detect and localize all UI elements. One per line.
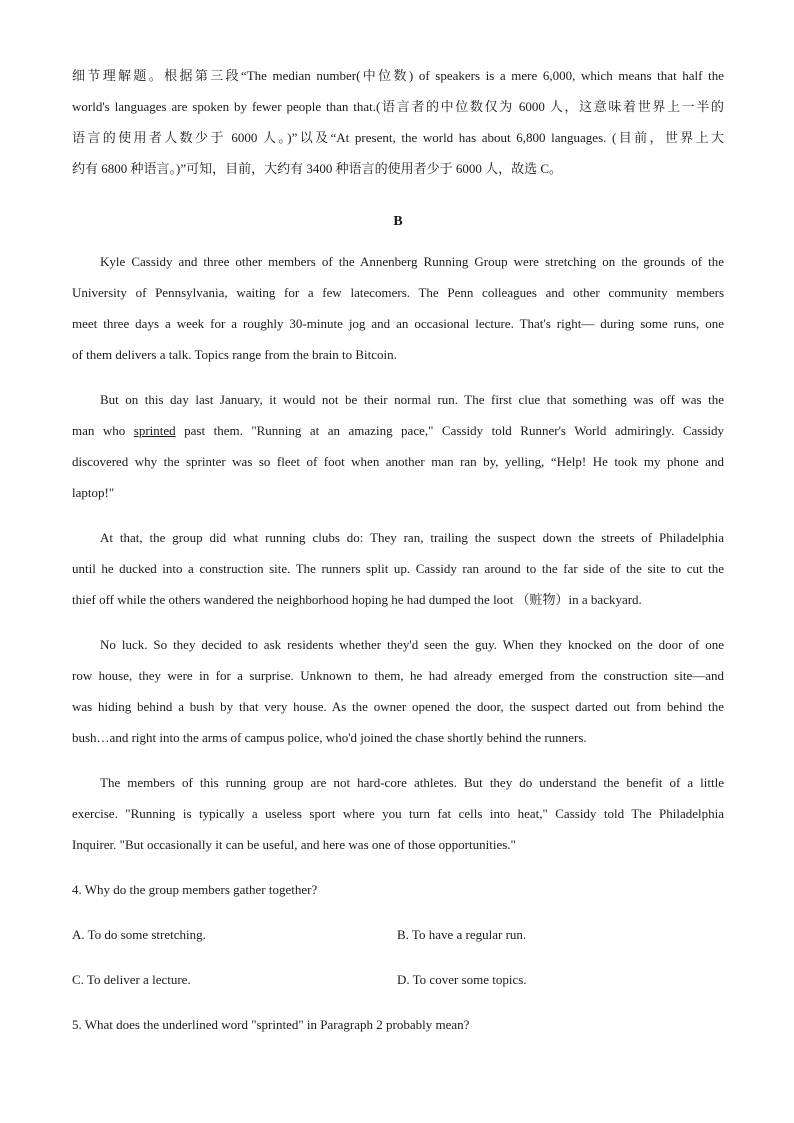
paragraph-line: discovered why the sprinter was so fleet of foot when another man ran by, yelling, “Help! He took my phone and	[72, 454, 724, 469]
paragraph-line: meet three days a week for a roughly 30-minute jog and an occasional lecture. That's right— during some runs, one	[72, 316, 724, 331]
paragraph-line: was hiding behind a bush by that very house. As the owner opened the door, the suspect darted out from behind the	[72, 699, 724, 714]
paragraph-line: row house, they were in for a surprise. Unknown to them, he had already emerged from the construction site—and	[72, 668, 724, 683]
question-4-options-row-2	[72, 964, 724, 995]
option-a: A. To do some stretching.	[72, 927, 206, 942]
paragraph-line: The members of this running group are not hard-core athletes. But they do understand the benefit of a little	[100, 775, 724, 790]
option-c: C. To deliver a lecture.	[72, 972, 191, 987]
paragraph-line: laptop!"	[72, 485, 115, 500]
paragraph-2	[72, 384, 724, 508]
paragraph-line: thief off while the others wandered the neighborhood hoping he had dumped the loot （赃物）in a backyard.	[72, 592, 642, 607]
explanation-line: 细节理解题。根据第三段“The median number(中位数) of speakers is a mere 6,000, which means that half the	[72, 68, 724, 83]
paragraph-line: At that, the group did what running clubs do: They ran, trailing the suspect down the streets of Philadelphia	[100, 530, 724, 545]
explanation-line: world's languages are spoken by fewer people than that.(语言者的中位数仅为 6000 人，这意味着世界上一半的	[72, 99, 724, 114]
option-d: D. To cover some topics.	[397, 972, 527, 987]
paragraph-line	[72, 415, 724, 446]
option-b: B. To have a regular run.	[397, 927, 527, 942]
text-run: past them. "Running at an amazing pace," Cassidy told Runner's World admiringly. Cassidy	[175, 423, 724, 438]
explanation-line: 语言的使用者人数少于 6000 人。)”以及“At present, the world has about 6,800 languages. (目前，世界上大	[72, 130, 724, 145]
paragraph-1	[72, 246, 724, 370]
paragraph-5	[72, 767, 724, 860]
question-4-stem: 4. Why do the group members gather together?	[72, 882, 318, 897]
explanation-line: 约有 6800 种语言。)”可知，目前，大约有 3400 种语言的使用者少于 6000 人，故选 C。	[72, 161, 563, 176]
paragraph-line: exercise. "Running is typically a useless sport where you turn fat cells into heat," Cassidy told The Philadelphia	[72, 806, 724, 821]
paragraph-line: Kyle Cassidy and three other members of the Annenberg Running Group were stretching on the grounds of the	[100, 254, 724, 269]
paragraph-line: But on this day last January, it would not be their normal run. The first clue that something was off was the	[100, 392, 724, 407]
paragraph-line: No luck. So they decided to ask residents whether they'd seen the guy. When they knocked on the door of one	[100, 637, 724, 652]
question-4-options-row-1	[72, 919, 724, 950]
paragraph-3	[72, 522, 724, 615]
paragraph-line: University of Pennsylvania, waiting for a few latecomers. The Penn colleagues and other community members	[72, 285, 724, 300]
paragraph-line: Inquirer. "But occasionally it can be useful, and here was one of those opportunities."	[72, 837, 516, 852]
question-5-stem: 5. What does the underlined word "sprinted" in Paragraph 2 probably mean?	[72, 1017, 470, 1032]
document-page	[72, 60, 724, 1054]
paragraph-4	[72, 629, 724, 753]
paragraph-line: until he ducked into a construction site. The runners split up. Cassidy ran around to the far side of the site to cut the	[72, 561, 724, 576]
paragraph-line: of them delivers a talk. Topics range from the brain to Bitcoin.	[72, 347, 397, 362]
paragraph-line: bush…and right into the arms of campus police, who'd joined the chase shortly behind the runners.	[72, 730, 587, 745]
underlined-word: sprinted	[133, 423, 176, 438]
section-title: B	[393, 214, 403, 229]
answer-explanation	[72, 60, 724, 184]
text-run: man who	[72, 423, 134, 438]
